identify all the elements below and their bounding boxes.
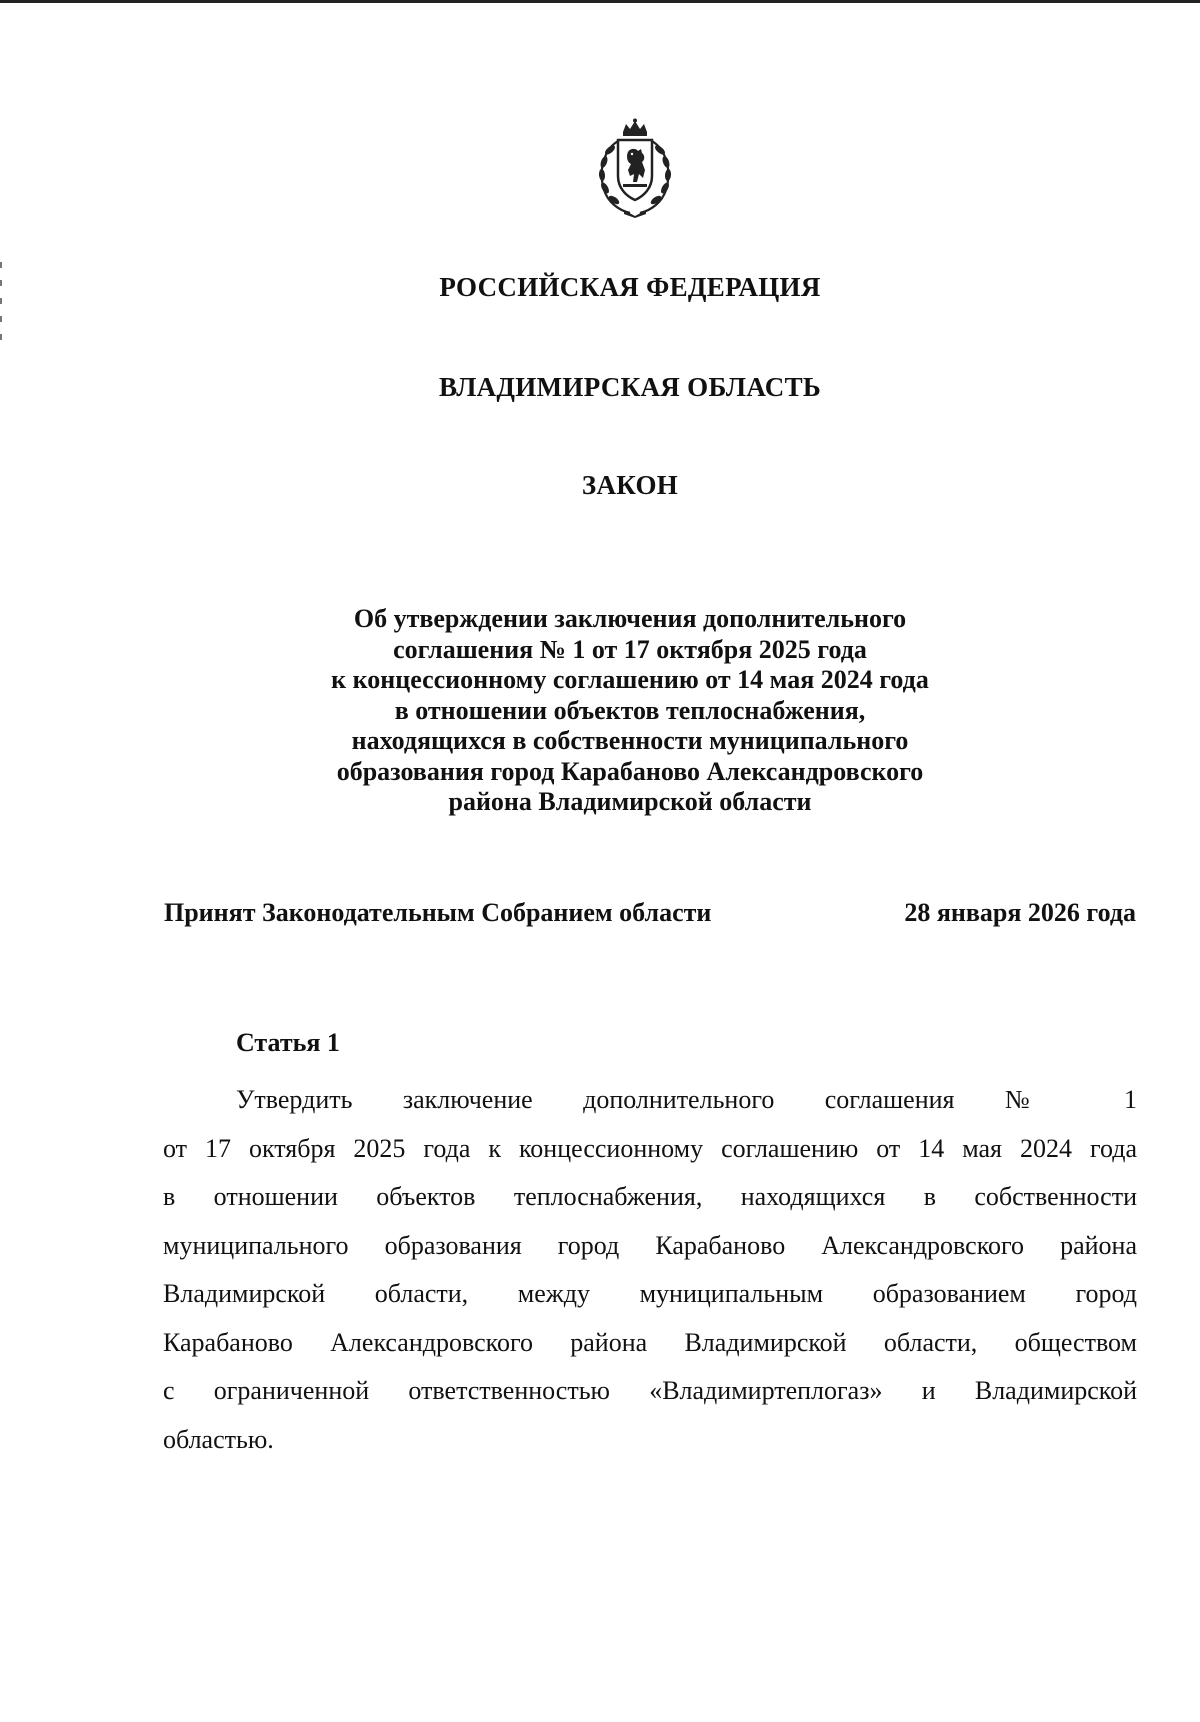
adoption-date: 28 января 2026 года <box>904 898 1136 927</box>
article-line: муниципального образования город Карабаново Александровского района <box>163 1230 1137 1260</box>
law-title-line: находящихся в собственности муниципального <box>351 726 909 755</box>
article-line: Владимирской области, между муниципальным образованием город <box>163 1279 1137 1308</box>
region-heading: ВЛАДИМИРСКАЯ ОБЛАСТЬ <box>438 372 822 402</box>
federation-heading: РОССИЙСКАЯ ФЕДЕРАЦИЯ <box>439 272 821 302</box>
document-type-heading: ЗАКОН <box>581 470 679 500</box>
article-line: областью. <box>163 1424 274 1454</box>
adopted-by: Принят Законодательным Собранием области <box>164 898 712 927</box>
scan-top-border <box>0 0 1200 3</box>
article-line: в отношении объектов теплоснабжения, находящихся в собственности <box>163 1182 1137 1211</box>
coat-of-arms-icon <box>590 118 680 218</box>
article-line: с ограниченной ответственностью «Владимиртеплогаз» и Владимирской <box>163 1376 1137 1405</box>
article-heading: Статья 1 <box>236 1028 340 1057</box>
law-title-line: в отношении объектов теплоснабжения, <box>394 695 866 725</box>
article-line: Карабаново Александровского района Владимирской области, обществом <box>163 1327 1137 1357</box>
law-title-line: района Владимирской области <box>448 787 812 816</box>
article-line: Утвердить заключение дополнительного соглашения № 1 <box>236 1085 1137 1114</box>
law-title-line: Об утверждении заключения дополнительного <box>353 604 907 633</box>
law-title-line: образования город Карабаново Александровского <box>336 756 924 786</box>
law-title <box>200 604 1060 818</box>
law-title-line: к концессионному соглашению от 14 мая 2024 года <box>331 665 929 694</box>
article-line: от 17 октября 2025 года к концессионному соглашению от 14 мая 2024 года <box>163 1133 1137 1163</box>
law-title-line: соглашения № 1 от 17 октября 2025 года <box>393 634 867 664</box>
article-body <box>163 1076 1137 1464</box>
